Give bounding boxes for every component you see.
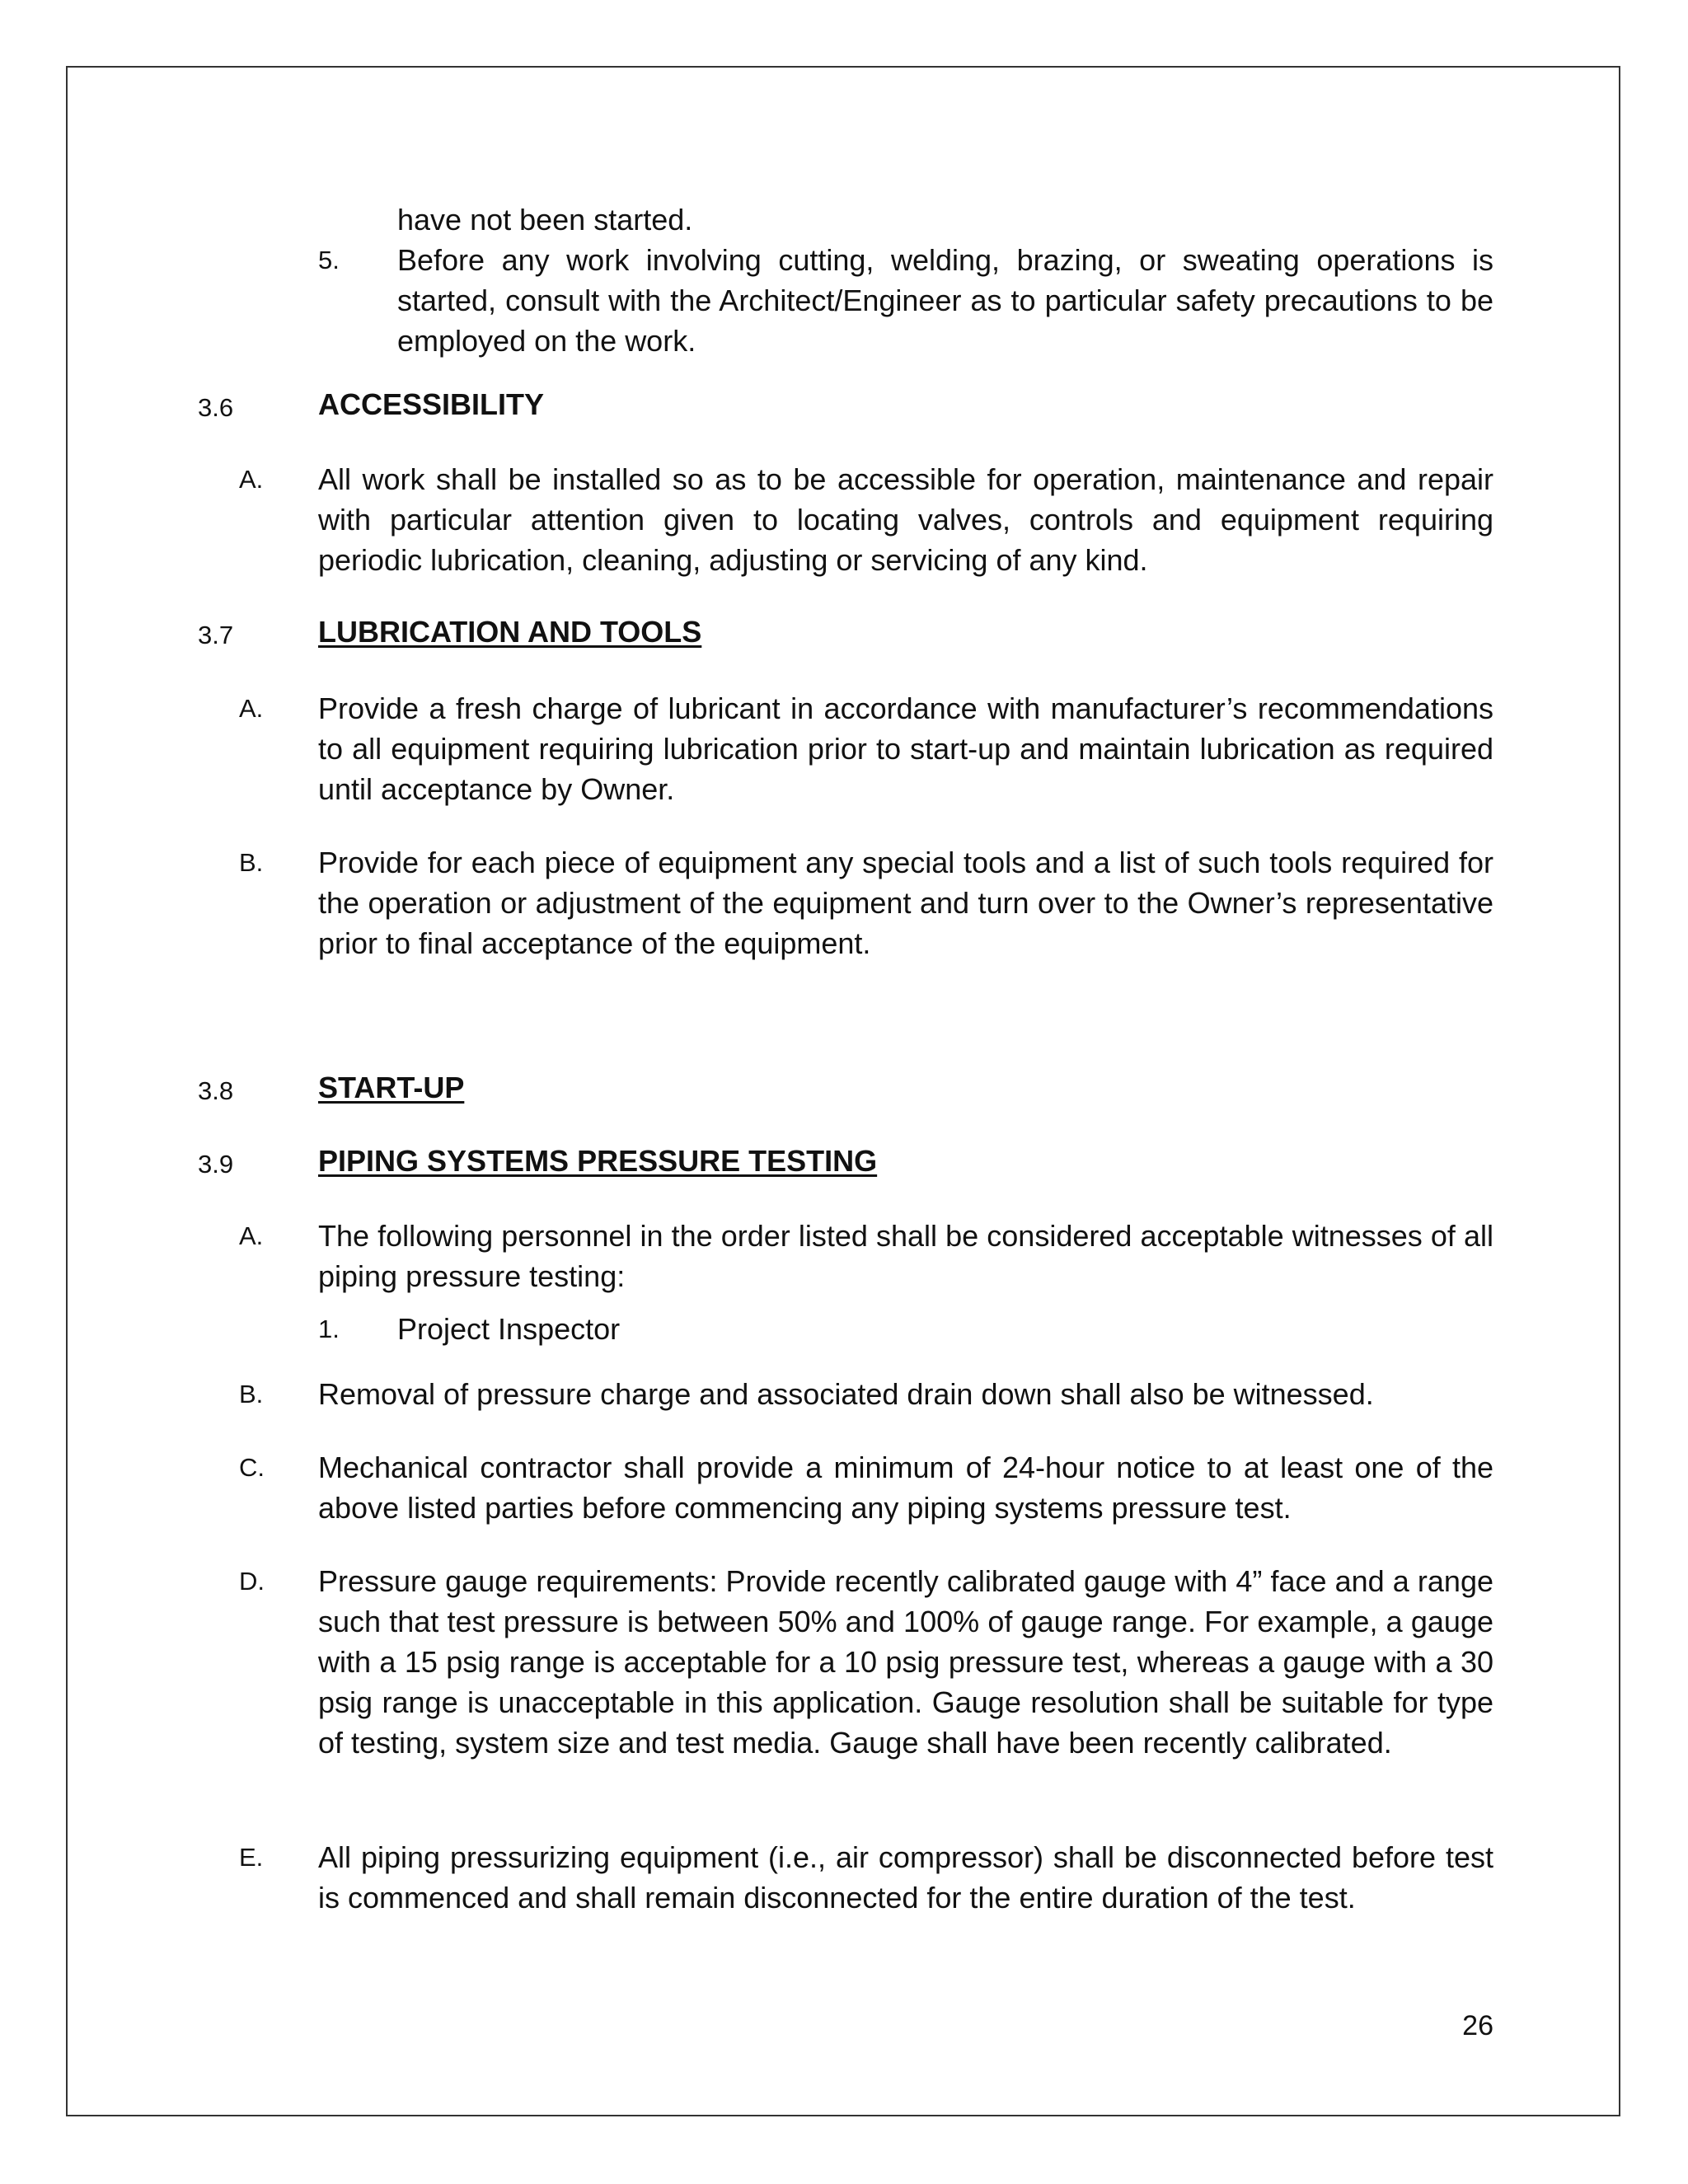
section-3-9-b-text: Removal of pressure charge and associated drain down shall also be witnessed. bbox=[318, 1377, 1374, 1411]
section-3-9-a-letter: A. bbox=[239, 1221, 264, 1250]
section-3-9-d-letter: D. bbox=[239, 1567, 265, 1596]
section-3-9-a-text: The following personnel in the order listed shall be considered acceptable witnesses of all piping pressure testing: bbox=[318, 1219, 1493, 1293]
page-border bbox=[66, 66, 1620, 2116]
section-3-7-a-text: Provide a fresh charge of lubricant in accordance with manufacturer’s recommendations to all equipment requiring lubrication prior to start-up and maintain lubrication as required until acceptance by Owner. bbox=[318, 691, 1493, 806]
section-3-9-c-text: Mechanical contractor shall provide a minimum of 24-hour notice to at least one of the above listed parties before commencing any piping systems pressure test. bbox=[318, 1451, 1493, 1525]
section-3-9-a1-text: Project Inspector bbox=[397, 1312, 621, 1346]
section-3-8-number: 3.8 bbox=[198, 1076, 234, 1105]
section-3-9-e-letter: E. bbox=[239, 1843, 264, 1872]
section-3-6-number: 3.6 bbox=[198, 393, 234, 422]
section-3-9-number: 3.9 bbox=[198, 1150, 234, 1179]
section-3-9-c-letter: C. bbox=[239, 1453, 265, 1482]
section-3-9-b-letter: B. bbox=[239, 1380, 264, 1408]
section-3-9-a1-number: 1. bbox=[318, 1315, 340, 1343]
section-3-6-a-letter: A. bbox=[239, 465, 264, 494]
section-3-7-title: LUBRICATION AND TOOLS bbox=[318, 615, 702, 649]
section-3-9-e-text: All piping pressurizing equipment (i.e., air compressor) shall be disconnected before test is commenced and shall remain disconnected for the entire duration of the test. bbox=[318, 1840, 1493, 1915]
section-3-9-d-text: Pressure gauge requirements: Provide recently calibrated gauge with 4” face and a range such that test pressure is between 50% and 100% of gauge range. For example, a gauge with a 15 psig range is acceptable for a 10 psig pressure test, whereas a gauge with a 30 psig range is unacceptable in this application. Gauge resolution shall be suitable for type of testing, system size and test media. Gauge shall have been recently calibrated. bbox=[318, 1564, 1493, 1760]
section-3-7-b-text: Provide for each piece of equipment any special tools and a list of such tools required for the operation or adjustment of the equipment and turn over to the Owner’s representative prior to final acceptance of the equipment. bbox=[318, 846, 1493, 960]
page-number: 26 bbox=[1462, 2010, 1493, 2041]
item-5-text: Before any work involving cutting, welding, brazing, or sweating operations is started, consult with the Architect/Engineer as to particular safety precautions to be employed on the work. bbox=[397, 243, 1493, 358]
section-3-7-number: 3.7 bbox=[198, 621, 234, 649]
section-3-7-a-letter: A. bbox=[239, 694, 264, 723]
section-3-9-title: PIPING SYSTEMS PRESSURE TESTING bbox=[318, 1144, 878, 1178]
section-3-6-title: ACCESSIBILITY bbox=[318, 387, 545, 421]
section-3-8-title: START-UP bbox=[318, 1071, 465, 1104]
item-5-number: 5. bbox=[318, 246, 340, 274]
section-3-7-b-letter: B. bbox=[239, 848, 264, 877]
section-3-6-a-text: All work shall be installed so as to be accessible for operation, maintenance and repair with particular attention given to locating valves, controls and equipment requiring periodic lubrication, cleaning, adjusting or servicing of any kind. bbox=[318, 462, 1493, 577]
continuation-text: have not been started. bbox=[397, 203, 693, 237]
